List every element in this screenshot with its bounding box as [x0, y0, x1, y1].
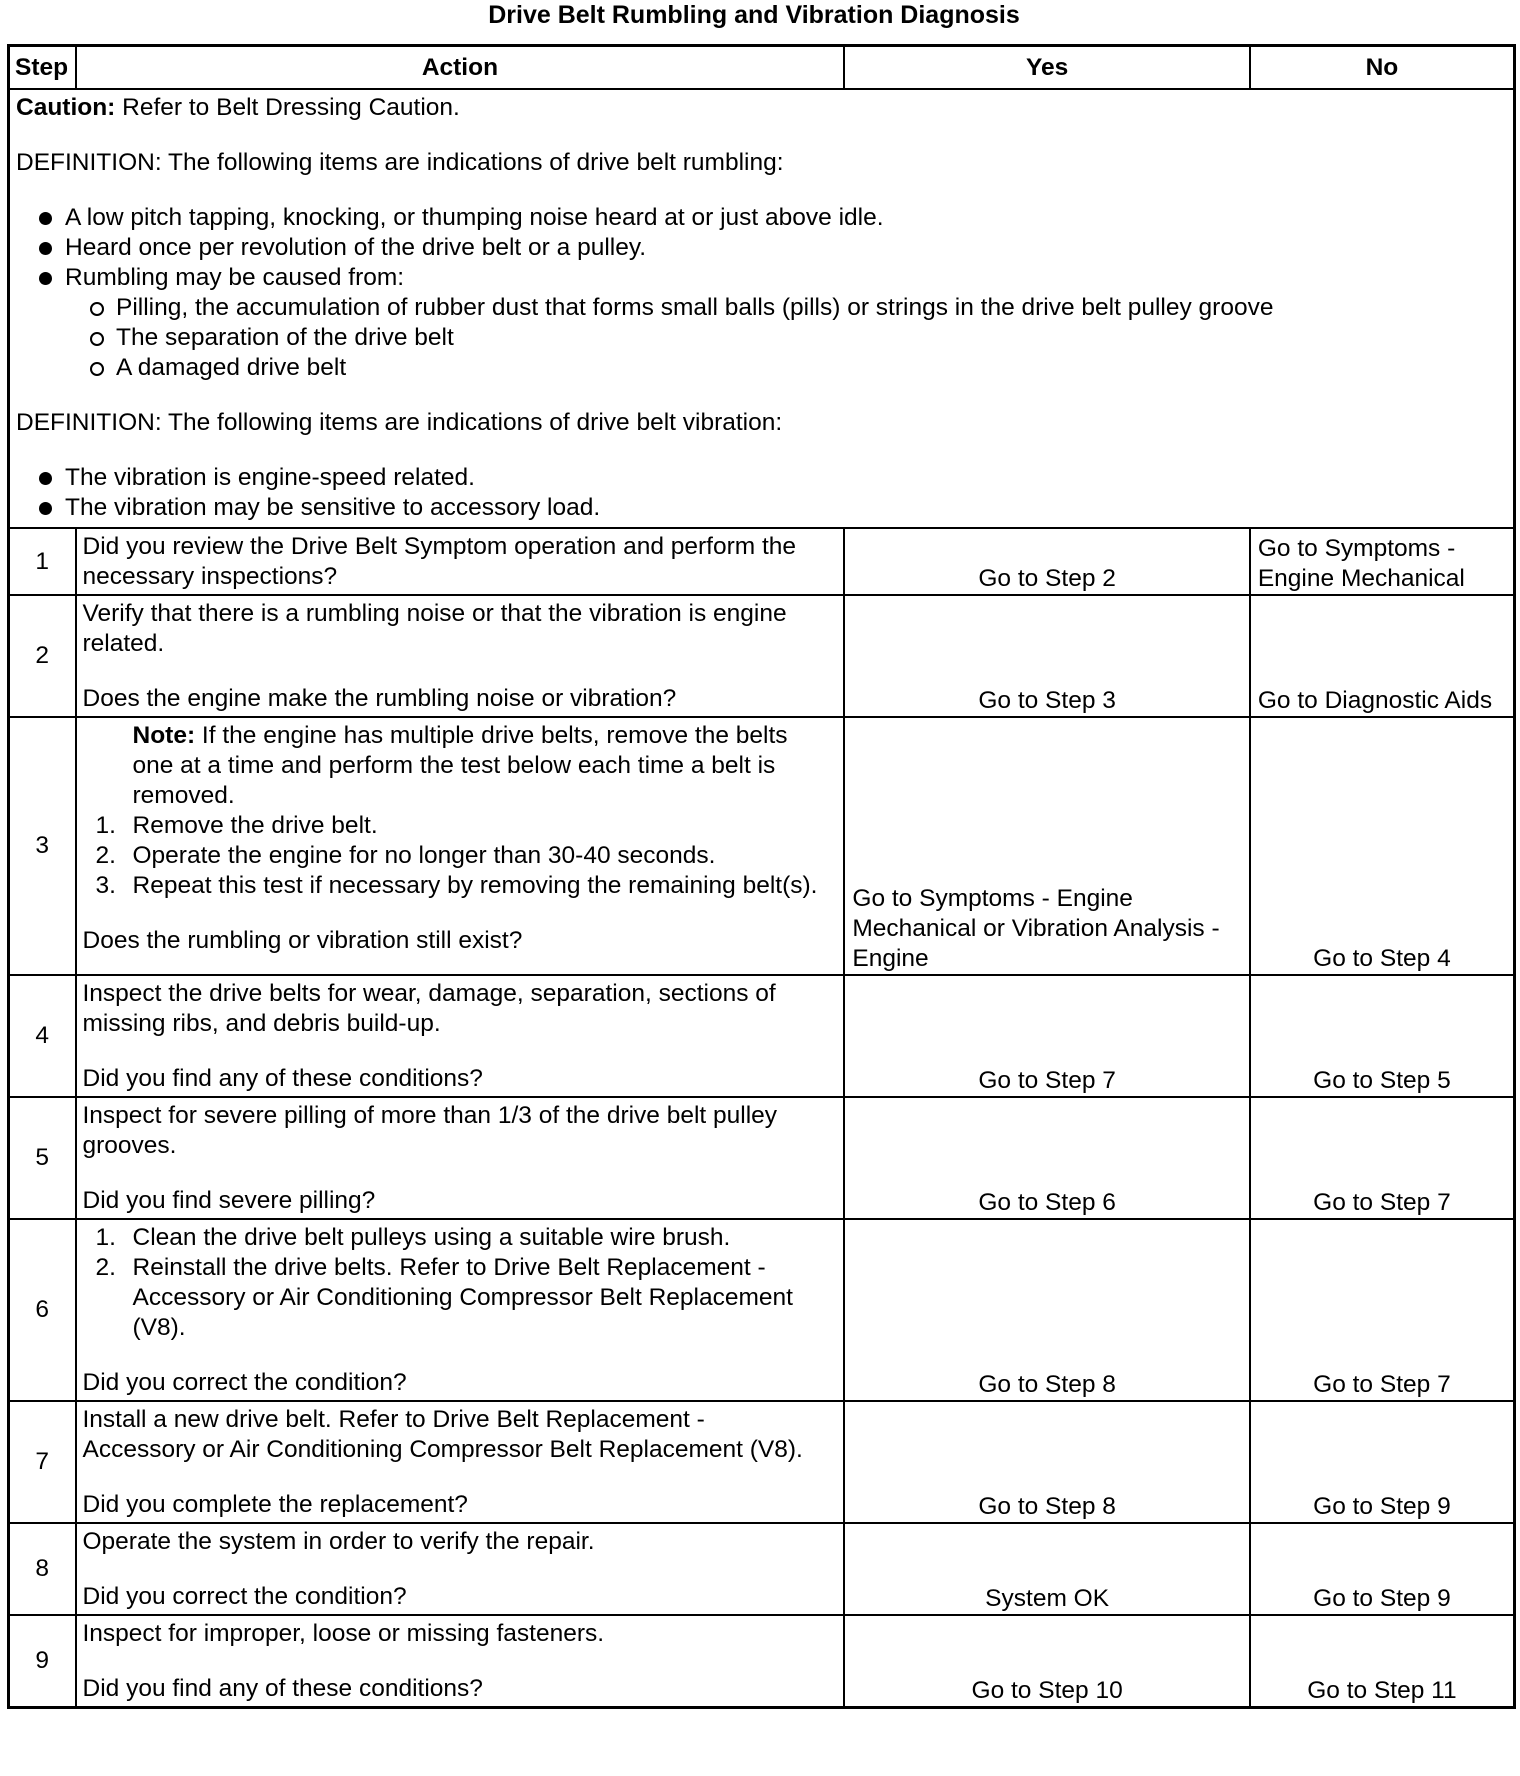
- definition-vibration: DEFINITION: The following items are indications of drive belt vibration:: [16, 409, 783, 436]
- list-item: The vibration may be sensitive to accessory load.: [16, 493, 1507, 523]
- table-row: [9, 975, 1515, 1097]
- vibration-list: [16, 463, 1507, 523]
- no-cell: Go to Step 11: [1250, 1615, 1515, 1708]
- list-item: A low pitch tapping, knocking, or thumping noise heard at or just above idle.: [16, 203, 1507, 233]
- table-row: [9, 1219, 1515, 1401]
- step-number: 8: [9, 1523, 76, 1615]
- action-cell: Install a new drive belt. Refer to Drive Belt Replacement - Accessory or Air Conditioning Compressor Belt Replacement (V8). Did you complete the replacement?: [76, 1401, 845, 1523]
- rumbling-list: [16, 203, 1507, 293]
- sub-list-item: Pilling, the accumulation of rubber dust that forms small balls (pills) or strings in the drive belt pulley groove: [16, 293, 1507, 323]
- yes-cell: Go to Step 2: [844, 528, 1249, 595]
- list-item: 1. Clean the drive belt pulleys using a suitable wire brush.: [95, 1224, 731, 1251]
- no-cell: Go to Step 7: [1250, 1097, 1515, 1219]
- step-number: 7: [9, 1401, 76, 1523]
- header-row: [9, 46, 1515, 90]
- sub-list-item: The separation of the drive belt: [16, 323, 1507, 353]
- rumbling-sublist: [16, 293, 1507, 383]
- no-cell: Go to Step 9: [1250, 1523, 1515, 1615]
- sub-list-item: A damaged drive belt: [16, 353, 1507, 383]
- no-cell: Go to Step 9: [1250, 1401, 1515, 1523]
- intro-cell: [9, 89, 1515, 528]
- header-action: Action: [76, 46, 845, 90]
- table-row: [9, 1401, 1515, 1523]
- no-cell: Go to Step 4: [1250, 717, 1515, 975]
- table-row: [9, 1523, 1515, 1615]
- caution-text: Refer to Belt Dressing Caution.: [115, 94, 460, 121]
- question: Did you complete the replacement?: [82, 1491, 468, 1518]
- step-number: 4: [9, 975, 76, 1097]
- page-title: Drive Belt Rumbling and Vibration Diagnosis: [488, 1, 1020, 29]
- header-step: Step: [9, 46, 76, 90]
- note: Note: If the engine has multiple drive belts, remove the belts one at a time and perform the test below each time a belt is removed.: [132, 722, 788, 809]
- action-cell: Inspect the drive belts for wear, damage, separation, sections of missing ribs, and debris build-up. Did you find any of these conditions?: [76, 975, 845, 1097]
- action-cell: Inspect for severe pilling of more than 1/3 of the drive belt pulley grooves. Did you find severe pilling?: [76, 1097, 845, 1219]
- yes-cell: Go to Step 8: [844, 1401, 1249, 1523]
- header-yes: Yes: [844, 46, 1249, 90]
- table-row: [9, 595, 1515, 717]
- step-number: 2: [9, 595, 76, 717]
- list-item: Rumbling may be caused from:: [16, 263, 1507, 293]
- yes-cell: Go to Step 3: [844, 595, 1249, 717]
- caution: [16, 93, 1507, 123]
- yes-cell: System OK: [844, 1523, 1249, 1615]
- procedure-list: [83, 811, 837, 901]
- no-cell: Go to Symptoms - Engine Mechanical: [1250, 528, 1515, 595]
- question: Did you find any of these conditions?: [82, 1675, 483, 1702]
- yes-cell: Go to Symptoms - Engine Mechanical or Vibration Analysis - Engine: [844, 717, 1249, 975]
- note-label: Note:: [132, 722, 196, 749]
- list-item: 1. Remove the drive belt.: [95, 812, 378, 839]
- question: Does the rumbling or vibration still exist?: [82, 927, 523, 954]
- step-number: 1: [9, 528, 76, 595]
- action-cell: Verify that there is a rumbling noise or that the vibration is engine related. Does the engine make the rumbling noise or vibration?: [76, 595, 845, 717]
- table-row: [9, 717, 1515, 975]
- question: Does the engine make the rumbling noise or vibration?: [82, 685, 677, 712]
- action-cell: Did you review the Drive Belt Symptom operation and perform the necessary inspections?: [76, 528, 845, 595]
- question: Did you correct the condition?: [82, 1583, 407, 1610]
- definition-rumbling: DEFINITION: The following items are indications of drive belt rumbling:: [16, 149, 784, 176]
- action-cell: [76, 717, 845, 975]
- yes-cell: Go to Step 10: [844, 1615, 1249, 1708]
- table-row: [9, 1615, 1515, 1708]
- table-row: [9, 528, 1515, 595]
- yes-cell: Go to Step 8: [844, 1219, 1249, 1401]
- step-number: 6: [9, 1219, 76, 1401]
- no-cell: Go to Diagnostic Aids: [1250, 595, 1515, 717]
- diagnosis-table: [7, 44, 1516, 1709]
- list-item: 2. Reinstall the drive belts. Refer to Drive Belt Replacement - Accessory or Air Conditioning Compressor Belt Replacement (V8).: [95, 1254, 793, 1341]
- header-no: No: [1250, 46, 1515, 90]
- action-cell: Inspect for improper, loose or missing fasteners. Did you find any of these conditions?: [76, 1615, 845, 1708]
- step-number: 3: [9, 717, 76, 975]
- question: Did you correct the condition?: [82, 1369, 407, 1396]
- yes-cell: Go to Step 6: [844, 1097, 1249, 1219]
- procedure-list: [83, 1223, 837, 1343]
- list-item: The vibration is engine-speed related.: [16, 463, 1507, 493]
- question: Did you find any of these conditions?: [82, 1065, 483, 1092]
- no-cell: Go to Step 7: [1250, 1219, 1515, 1401]
- action-cell: [76, 1219, 845, 1401]
- step-number: 5: [9, 1097, 76, 1219]
- step-number: 9: [9, 1615, 76, 1708]
- list-item: 2. Operate the engine for no longer than 30-40 seconds.: [95, 842, 716, 869]
- list-item: 3. Repeat this test if necessary by removing the remaining belt(s).: [95, 872, 818, 899]
- intro-row: [9, 89, 1515, 528]
- question: Did you find severe pilling?: [82, 1187, 376, 1214]
- list-item: Heard once per revolution of the drive belt or a pulley.: [16, 233, 1507, 263]
- table-row: [9, 1097, 1515, 1219]
- no-cell: Go to Step 5: [1250, 975, 1515, 1097]
- action-cell: Operate the system in order to verify the repair. Did you correct the condition?: [76, 1523, 845, 1615]
- yes-cell: Go to Step 7: [844, 975, 1249, 1097]
- caution-label: Caution:: [16, 94, 116, 121]
